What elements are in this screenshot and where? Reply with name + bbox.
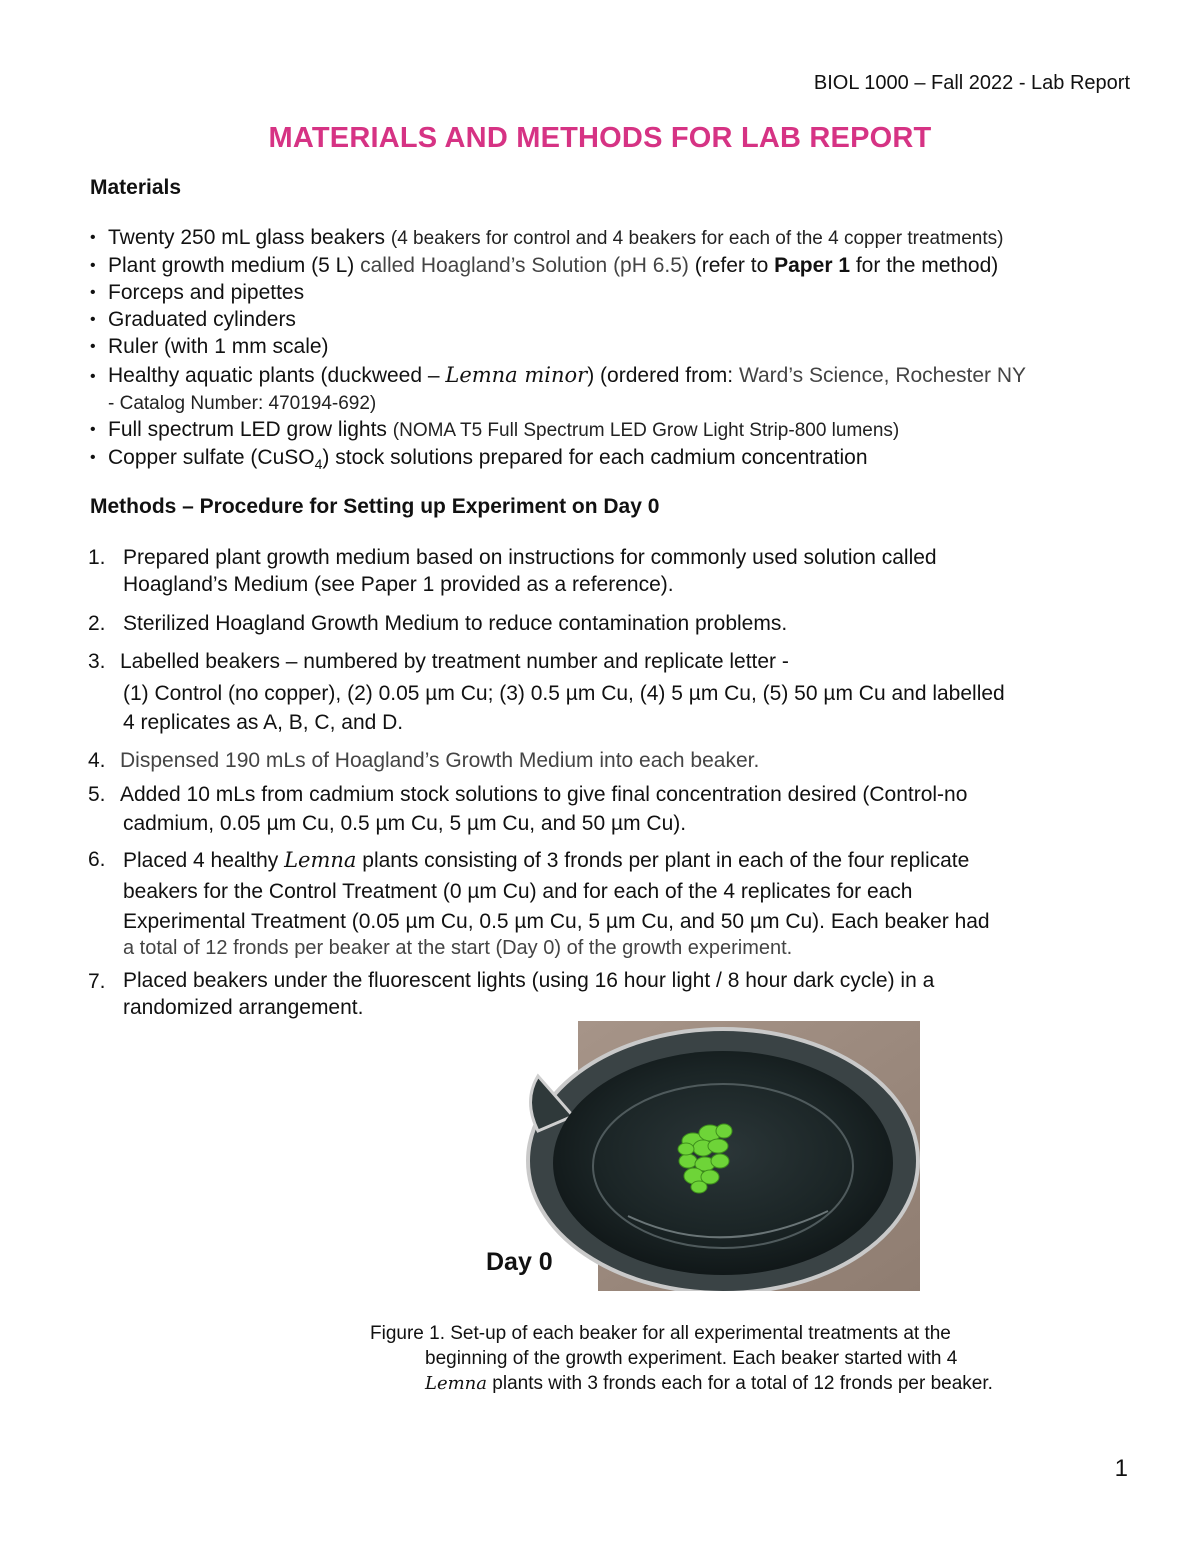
bullet-icon: •: [90, 257, 96, 274]
list-item: • Ruler (with 1 mm scale): [90, 335, 329, 358]
bullet-icon: •: [90, 229, 96, 246]
list-item: • Copper sulfate (CuSO$_4$) stock solutions prepared for each cadmium concentration: [90, 446, 868, 473]
bullet-icon: •: [90, 368, 96, 385]
page-title: MATERIALS AND METHODS FOR LAB REPORT: [268, 122, 932, 154]
bullet-icon: •: [90, 421, 96, 438]
beaker-with-lemna-image: [518, 1021, 920, 1291]
list-item: 6. Placed 4 healthy Lemna plants consisting of 3 fronds per plant in each of the four replicate beakers for the Control Treatment (0 µm Cu) and for each of the 4 replicates for each Experimental Treatment (0.05 µm Cu, 0.5 µm Cu, 5 µm Cu, and 50 µm Cu). Each beaker had a total of 12 fronds per beaker at the start (Day 0) of the growth experiment.: [88, 848, 990, 959]
bullet-icon: •: [90, 311, 96, 328]
list-item: • Twenty 250 mL glass beakers (4 beakers for control and 4 beakers for each of the 4 copper treatments): [90, 226, 1004, 249]
list-item: • Plant growth medium (5 L) called Hoagland’s Solution (pH 6.5) (refer to Paper 1 for the method): [90, 254, 999, 277]
list-item: • Full spectrum LED grow lights (NOMA T5 Full Spectrum LED Grow Light Strip-800 lumens): [90, 418, 900, 441]
bullet-icon: •: [90, 284, 96, 301]
page-number: 1: [1114, 1455, 1128, 1482]
list-item: 5. Added 10 mLs from cadmium stock solutions to give final concentration desired (Control-no cadmium, 0.05 µm Cu, 0.5 µm Cu, 5 µm Cu, and 50 µm Cu).: [88, 783, 968, 835]
list-item: 1. Prepared plant growth medium based on instructions for commonly used solution called Hoagland’s Medium (see Paper 1 provided as a reference).: [88, 546, 937, 596]
list-item: 7. Placed beakers under the fluorescent lights (using 16 hour light / 8 hour dark cycle) in a randomized arrangement.: [88, 969, 935, 1019]
running-header: BIOL 1000 – Fall 2022 - Lab Report: [813, 72, 1130, 94]
list-item: 4. Dispensed 190 mLs of Hoagland’s Growth Medium into each beaker.: [88, 749, 760, 772]
list-item: • Forceps and pipettes: [90, 281, 305, 304]
list-item: 2. Sterilized Hoagland Growth Medium to reduce contamination problems.: [88, 612, 788, 635]
list-item: • Healthy aquatic plants (duckweed – Lemna minor) (ordered from: Ward’s Science, Rochester NY: [90, 360, 1150, 391]
materials-list: [90, 224, 1150, 478]
figure-caption: Figure 1. Set-up of each beaker for all experimental treatments at the beginning of the growth experiment. Each beaker started with 4 Lemna plants with 3 fronds each for a total of 12 fronds per beaker.: [370, 1323, 993, 1394]
list-item: • Graduated cylinders: [90, 308, 296, 331]
bullet-icon: •: [90, 449, 96, 466]
methods-heading: Methods – Procedure for Setting up Experiment on Day 0: [90, 495, 660, 518]
figure-day-label: Day 0: [486, 1248, 553, 1276]
beaker-photo: [518, 1021, 920, 1291]
materials-heading: Materials: [90, 176, 182, 199]
list-item-continuation: - Catalog Number: 470194-692): [108, 393, 377, 414]
bullet-icon: •: [90, 338, 96, 355]
list-item: 3. Labelled beakers – numbered by treatment number and replicate letter - (1) Control (no copper), (2) 0.05 µm Cu; (3) 0.5 µm Cu, (4) 5 µm Cu, (5) 50 µm Cu and labelled 4 replicates as A, B, C, and D.: [88, 650, 1005, 734]
